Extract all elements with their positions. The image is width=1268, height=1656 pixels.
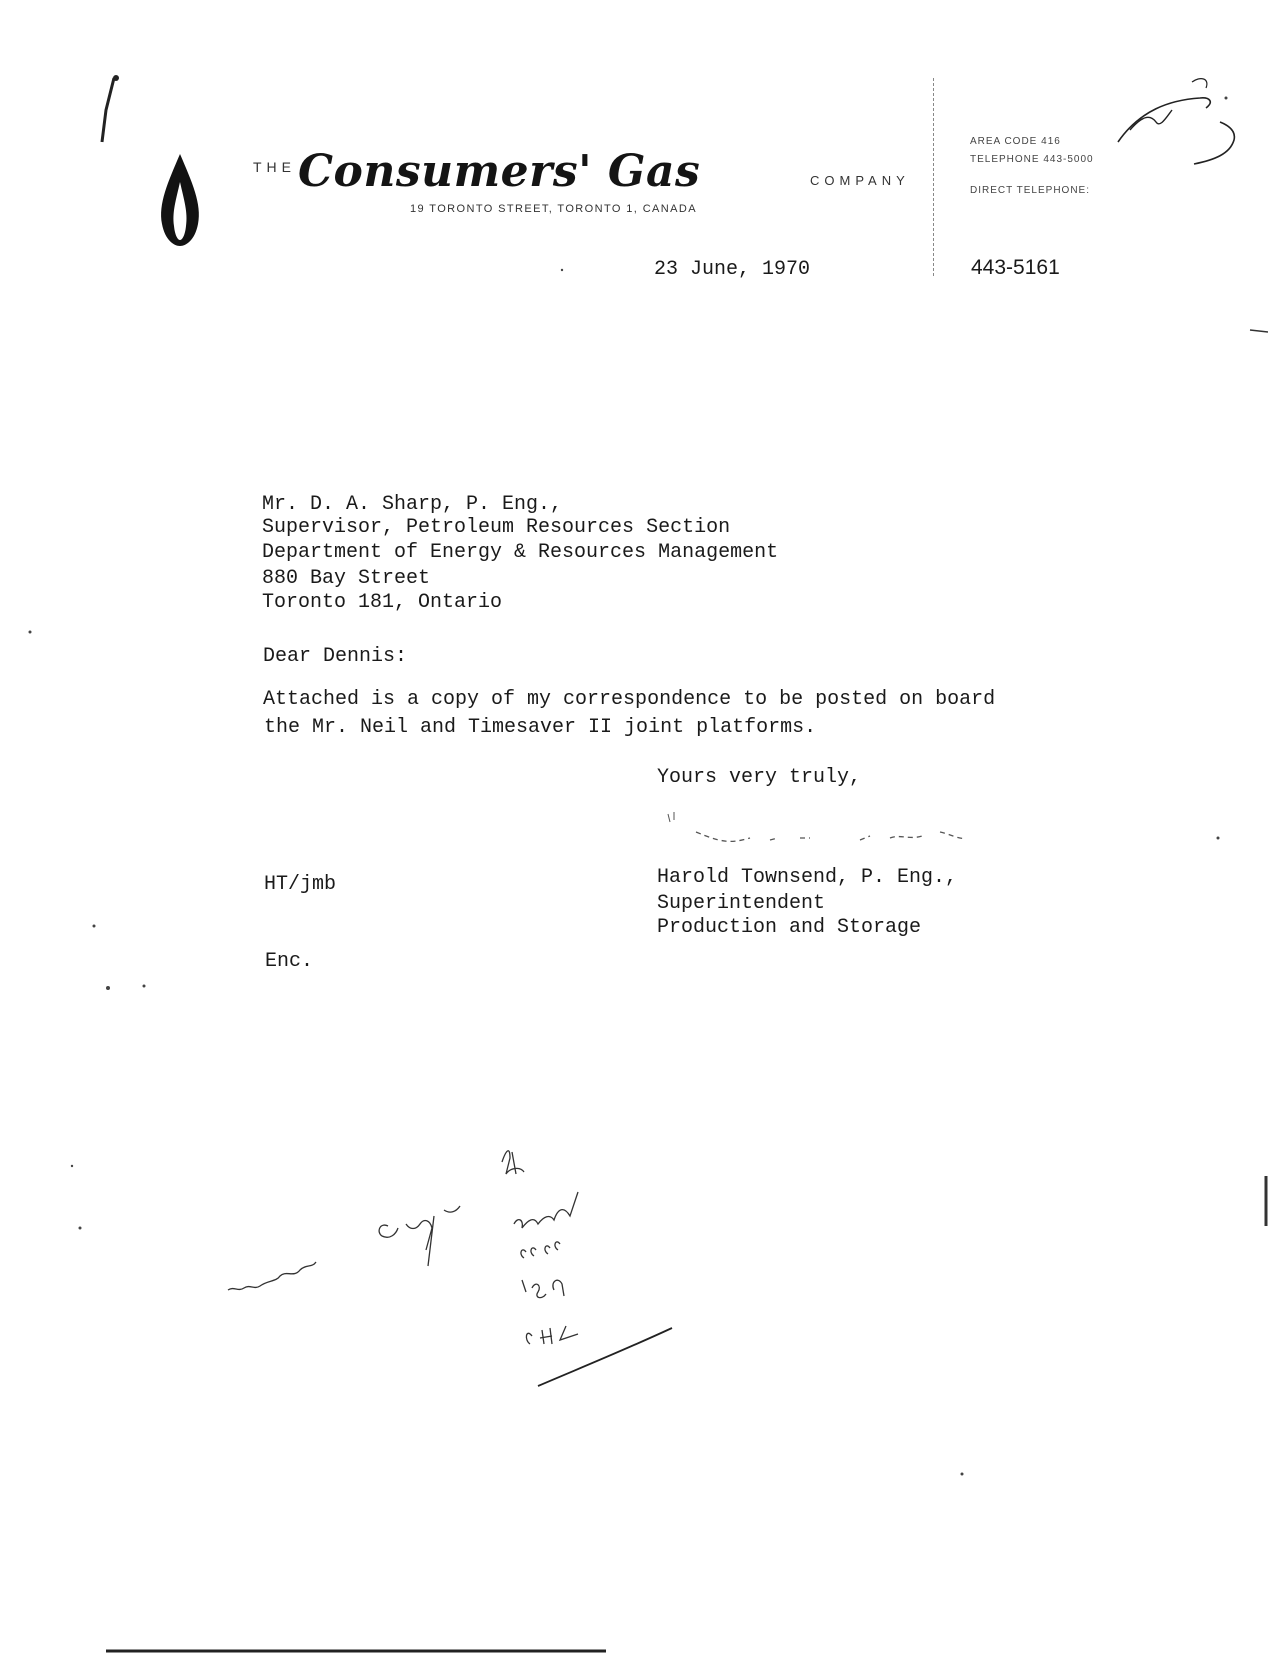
letter-date: 23 June, 1970: [654, 258, 811, 281]
signer-name: Harold Townsend, P. Eng.,: [657, 866, 958, 889]
direct-telephone-label: DIRECT TELEPHONE:: [970, 185, 1090, 196]
recipient-line: Department of Energy & Resources Management: [262, 541, 779, 564]
recipient-line: Mr. D. A. Sharp, P. Eng.,: [262, 493, 563, 516]
recipient-line: 880 Bay Street: [262, 567, 431, 590]
letterhead-company: COMPANY: [810, 173, 910, 188]
recipient-line: Supervisor, Petroleum Resources Section: [262, 516, 731, 539]
recipient-line: Toronto 181, Ontario: [262, 591, 503, 614]
main-telephone: TELEPHONE 443-5000: [970, 154, 1094, 165]
area-code: AREA CODE 416: [970, 136, 1061, 147]
salutation: Dear Dennis:: [263, 645, 408, 668]
letterhead-the: THE: [253, 159, 296, 175]
body-line: Attached is a copy of my correspondence to be posted on board: [263, 688, 996, 711]
company-logo-wordmark: Consumers' Gas: [298, 146, 701, 197]
closing: Yours very truly,: [657, 766, 862, 789]
enclosure-note: Enc.: [265, 950, 314, 973]
direct-telephone-number: 443-5161: [971, 256, 1060, 279]
reference-initials: HT/jmb: [264, 873, 337, 896]
signer-department: Production and Storage: [657, 916, 922, 939]
body-line: the Mr. Neil and Timesaver II joint platforms.: [264, 716, 817, 739]
letterhead-address: 19 TORONTO STREET, TORONTO 1, CANADA: [410, 203, 697, 215]
signer-title: Superintendent: [657, 892, 826, 915]
